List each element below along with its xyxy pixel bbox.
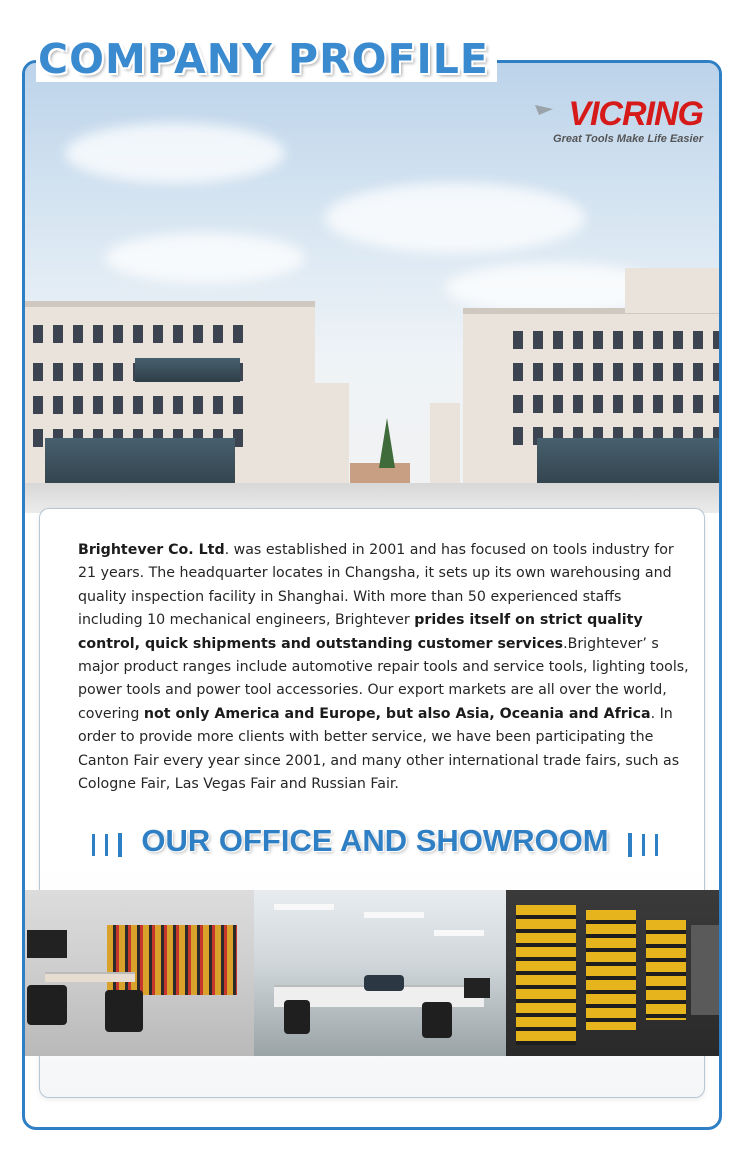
showroom-photo <box>25 890 254 1056</box>
brand-logo <box>553 97 703 145</box>
page-title: COMPANY PROFILE <box>36 36 497 82</box>
section-heading-text: OUR OFFICE AND SHOWROOM <box>141 823 609 858</box>
left-bars-decoration <box>87 825 127 861</box>
office-photo <box>254 890 506 1056</box>
profile-paragraph: Brightever Co. Ltd. was established in 2001 and has focused on tools industry for 21 years. The headquarter locates in Changsha, it sets up its own warehousing and quality inspection facility in Shanghai. With more than 50 experienced staffs including 10 mechanical engineers, Brightever prides itself on strict quality control, quick shipments and outstanding customer services.Brightever’ s major product ranges include automotive repair tools and service tools, lighting tools, power tools and power tool accessories. Our export markets are all over the world, covering not only America and Europe, but also Asia, Oceania and Africa. In order to provide more clients with better service, we have been participating the Canton Fair every year since 2001, and many other international trade fairs, such as Cologne Fair, Las Vegas Fair and Russian Fair. <box>78 542 689 793</box>
brand-name: VICRING <box>568 95 703 133</box>
swoosh-icon <box>535 103 555 117</box>
headquarters-photo <box>25 63 722 513</box>
brand-slogan: Great Tools Make Life Easier <box>553 133 703 145</box>
profile-frame <box>22 60 722 1130</box>
highlight-quality: prides itself on strict quality control, quick shipments and outstanding customer services <box>78 612 643 652</box>
tool-display-photo <box>506 890 722 1056</box>
section-heading <box>25 823 722 861</box>
highlight-markets: not only America and Europe, but also Asia, Oceania and Africa <box>143 705 651 722</box>
right-bars-decoration <box>623 825 663 861</box>
company-name: Brightever Co. Ltd <box>78 542 225 558</box>
office-photo-strip <box>25 890 722 1056</box>
